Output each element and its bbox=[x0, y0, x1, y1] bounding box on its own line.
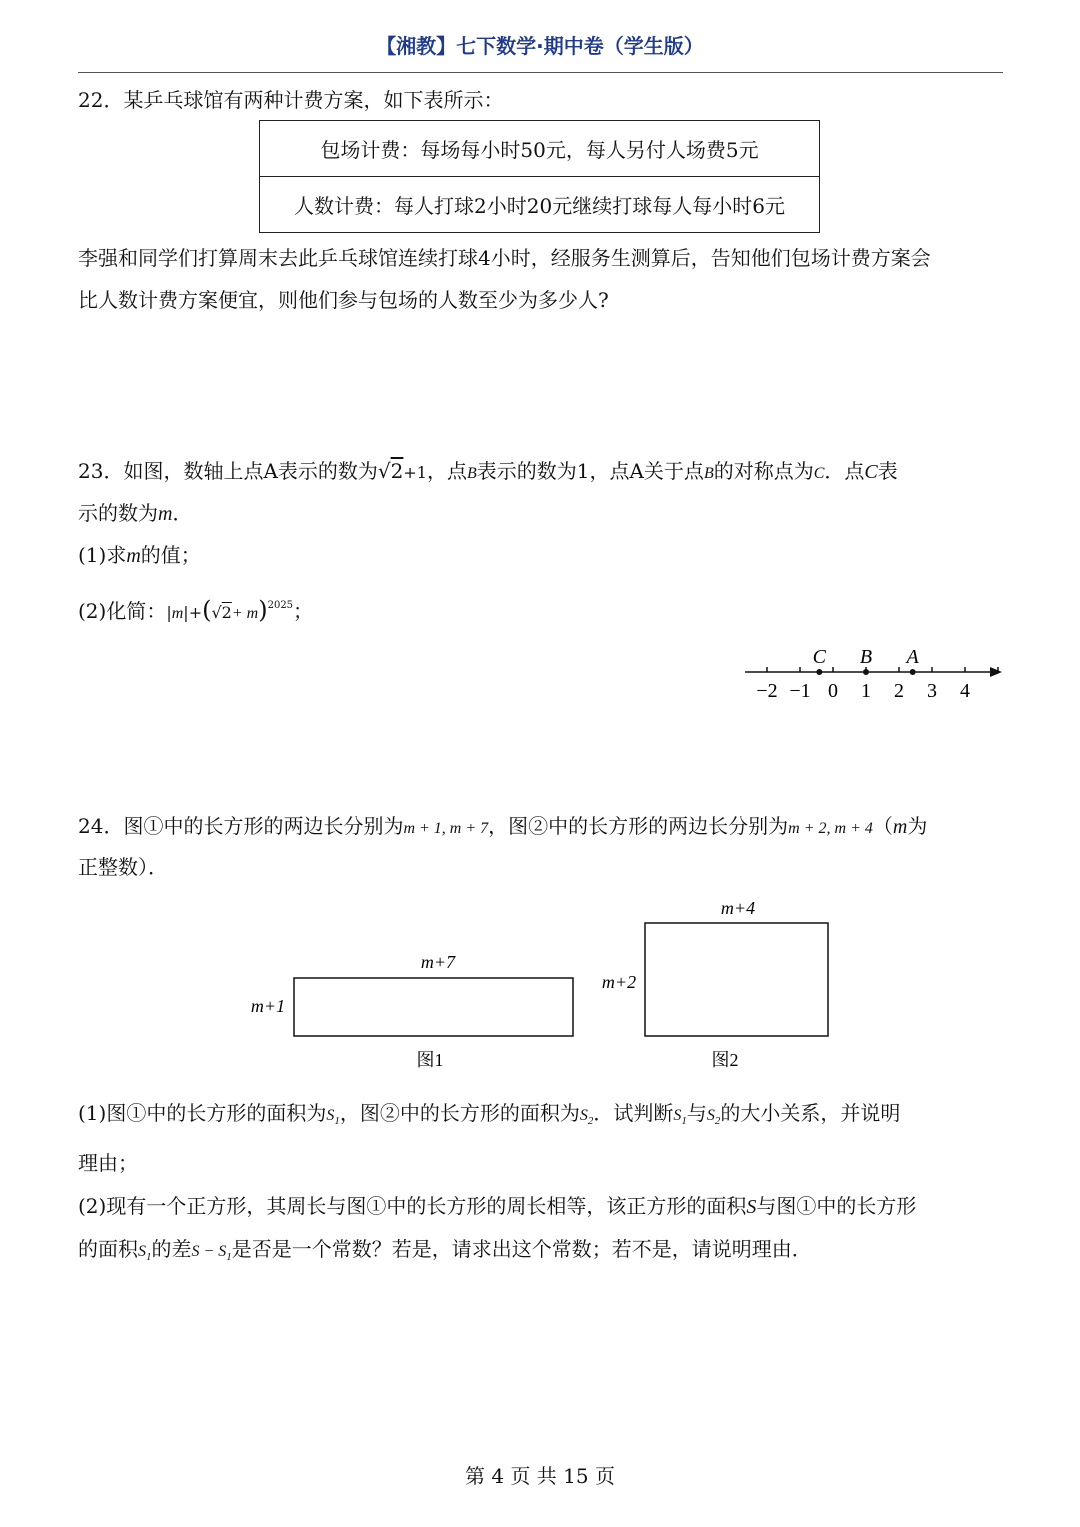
variable-m: m bbox=[126, 545, 141, 567]
fig1-top-label: m+7 bbox=[420, 952, 456, 972]
variable-m: m bbox=[158, 503, 173, 525]
axis-point-label-a: A bbox=[906, 646, 919, 668]
point-b-symbol: B bbox=[703, 465, 714, 482]
subscript: 1 bbox=[334, 1115, 340, 1128]
fig2-rectangle bbox=[645, 923, 828, 1036]
difference-expression bbox=[191, 1243, 232, 1264]
q23-text: ，点 bbox=[426, 459, 467, 483]
area-s2 bbox=[706, 1107, 721, 1128]
q24-line-1 bbox=[78, 812, 927, 843]
axis-point-label-c: C bbox=[812, 646, 827, 668]
area-s1 bbox=[673, 1107, 687, 1128]
page-header-title: 【湘教】七下数学·期中卷（学生版） bbox=[376, 34, 704, 58]
difference-text: S − S bbox=[191, 1243, 227, 1260]
plus-sign: + bbox=[188, 603, 203, 622]
q24-line-2: 正整数）． bbox=[78, 855, 168, 879]
q23-line-2 bbox=[78, 499, 192, 528]
symbol-s: S bbox=[138, 1243, 146, 1260]
area-s1 bbox=[138, 1243, 152, 1264]
point-c-symbol: C bbox=[813, 465, 825, 482]
fig1-caption: 图1 bbox=[416, 1050, 444, 1070]
q23-text: 表示的数为1，点A关于点 bbox=[476, 459, 704, 483]
rectangle-figures bbox=[230, 890, 850, 1080]
q24-text: 的面积 bbox=[78, 1237, 138, 1261]
q24-text: 是否是一个常数？若是，请求出这个常数；若不是，请说明理由． bbox=[231, 1237, 812, 1261]
plus-m: + m bbox=[231, 605, 259, 622]
axis-tick-label: −1 bbox=[789, 680, 811, 702]
symbol-s: S bbox=[673, 1107, 682, 1124]
table-row bbox=[260, 121, 820, 177]
q23-text: (2)化简： bbox=[78, 599, 167, 623]
q23-text: 的值； bbox=[140, 543, 201, 567]
q23-text: 示的数为 bbox=[78, 501, 158, 525]
symbol-s: S bbox=[579, 1107, 588, 1124]
sqrt-expression: √2+1 bbox=[377, 459, 427, 483]
axis-point-label-b: B bbox=[859, 646, 873, 668]
absolute-value-expression: $|m|+(√2+ m)^{2025}$ bbox=[166, 596, 294, 624]
fig1-side-label: m+1 bbox=[250, 996, 286, 1016]
subscript: 2 bbox=[714, 1115, 721, 1128]
q22-intro: 22．某乒乓球馆有两种计费方案，如下表所示： bbox=[78, 88, 504, 112]
figure-1 bbox=[251, 952, 573, 1070]
axis-tick-labels bbox=[756, 680, 970, 702]
q23-part-1 bbox=[78, 541, 201, 570]
axis-tick-label: 3 bbox=[927, 680, 937, 702]
axis-tick-label: −2 bbox=[756, 680, 778, 702]
axis-point-b bbox=[863, 669, 869, 675]
q24-part-1-line-1 bbox=[78, 1099, 900, 1135]
point-c-symbol: C bbox=[864, 461, 878, 483]
q23-text: 表 bbox=[877, 459, 898, 483]
subscript: 1 bbox=[226, 1251, 232, 1264]
axis-arrow-icon bbox=[990, 667, 1002, 677]
left-paren: ( bbox=[202, 596, 212, 624]
area-s: S bbox=[746, 1196, 757, 1218]
right-paren: ) bbox=[258, 596, 268, 624]
q24-text: （ bbox=[872, 814, 893, 838]
fig1-rectangle bbox=[294, 978, 573, 1036]
point-b-symbol: B bbox=[466, 465, 477, 482]
q22-body-line-1: 李强和同学们打算周末去此乒乓球馆连续打球4小时，经服务生测算后，告知他们包场计费方案会 bbox=[78, 246, 931, 270]
area-s1 bbox=[326, 1107, 340, 1128]
q23-text: ； bbox=[293, 599, 314, 623]
q24-text: ，图②中的长方形的面积为 bbox=[339, 1101, 580, 1125]
q23-text: ．点 bbox=[824, 459, 865, 483]
q22-fee-table bbox=[259, 120, 820, 233]
subscript: 2 bbox=[587, 1115, 594, 1128]
fig2-side-label: m+2 bbox=[601, 972, 637, 992]
table-cell-venue-fee: 包场计费：每场每小时50元，每人另付人场费5元 bbox=[260, 121, 820, 177]
plus-one: +1 bbox=[403, 463, 427, 482]
variable-m: m bbox=[171, 605, 184, 622]
q23-text: 的对称点为 bbox=[713, 459, 814, 483]
q24-text: 的差 bbox=[151, 1237, 192, 1261]
symbol-s: S bbox=[706, 1107, 715, 1124]
q24-text: 24．图①中的长方形的两边长分别为 bbox=[78, 814, 404, 838]
axis-point-a bbox=[910, 669, 916, 675]
axis-points bbox=[813, 646, 920, 675]
sqrt-radicand: 2 bbox=[390, 459, 404, 483]
fig2-caption: 图2 bbox=[711, 1050, 739, 1070]
table-row bbox=[260, 177, 820, 233]
q24-text: ．试判断 bbox=[593, 1101, 674, 1125]
q24-text: 为 bbox=[907, 814, 928, 838]
page-number: 第 4 页 共 15 页 bbox=[465, 1464, 615, 1488]
q22-body-line-2: 比人数计费方案便宜，则他们参与包场的人数至少为多少人? bbox=[78, 288, 609, 312]
q24-part-2-line-1 bbox=[78, 1192, 916, 1221]
axis-tick-label: 2 bbox=[894, 680, 904, 702]
q23-text: 23．如图，数轴上点A表示的数为 bbox=[78, 459, 378, 483]
q24-text: ，图②中的长方形的两边长分别为 bbox=[488, 814, 789, 838]
symbol-s: S bbox=[326, 1107, 335, 1124]
number-line-figure bbox=[740, 640, 1010, 705]
q23-line-1 bbox=[78, 457, 898, 488]
q24-part-1-line-2: 理由； bbox=[78, 1151, 138, 1175]
axis-tick-label: 4 bbox=[960, 680, 970, 702]
q24-part-2-line-2 bbox=[78, 1235, 812, 1271]
axis-point-c bbox=[816, 669, 822, 675]
figure-2 bbox=[602, 898, 828, 1070]
axis-tick-label: 0 bbox=[828, 680, 838, 702]
area-s2 bbox=[579, 1107, 594, 1128]
q24-text: 的大小关系，并说明 bbox=[720, 1101, 901, 1125]
q24-text: (2)现有一个正方形，其周长与图①中的长方形的周长相等，该正方形的面积 bbox=[78, 1194, 747, 1218]
variable-m: m bbox=[892, 816, 908, 838]
q24-text: 与 bbox=[686, 1101, 707, 1125]
q23-part-2 bbox=[78, 592, 313, 628]
fig2-top-label: m+4 bbox=[720, 898, 756, 918]
sqrt-radicand: 2 bbox=[221, 603, 232, 622]
header-divider bbox=[78, 72, 1003, 73]
q24-text: (1)图①中的长方形的面积为 bbox=[78, 1101, 327, 1125]
q24-text: 与图①中的长方形 bbox=[756, 1194, 917, 1218]
subscript: 1 bbox=[681, 1115, 687, 1128]
axis-tick-label: 1 bbox=[861, 680, 871, 702]
q23-text: (1)求 bbox=[78, 543, 127, 567]
fig2-dimensions: m + 2, m + 4 bbox=[788, 820, 873, 837]
exponent: 2025 bbox=[267, 600, 294, 611]
q23-text: ． bbox=[172, 501, 193, 525]
subscript: 1 bbox=[146, 1251, 152, 1264]
table-cell-per-person-fee: 人数计费：每人打球2小时20元继续打球每人每小时6元 bbox=[260, 177, 820, 233]
fig1-dimensions: m + 1, m + 7 bbox=[403, 820, 489, 837]
